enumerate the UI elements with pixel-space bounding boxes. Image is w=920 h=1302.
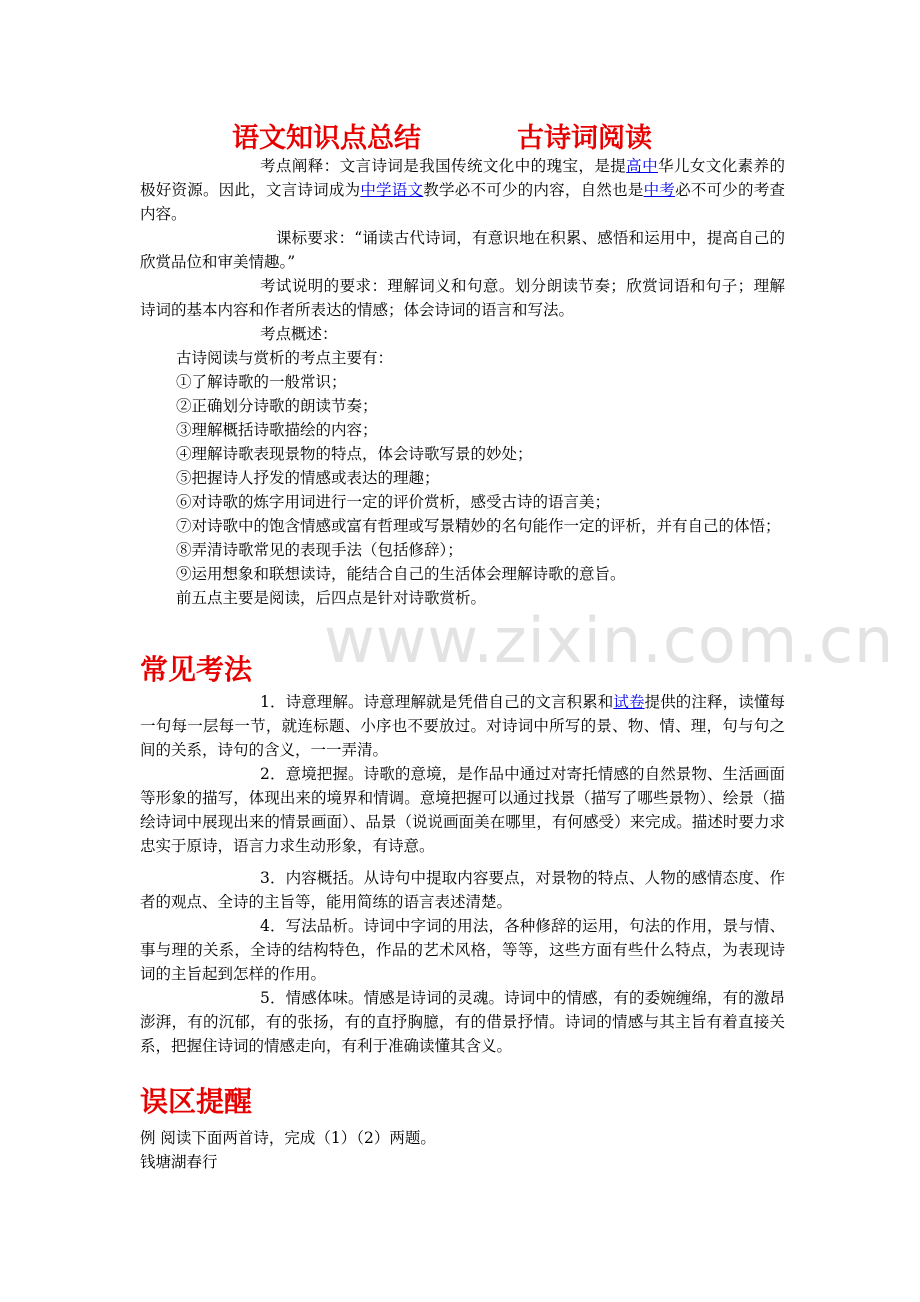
list-item: ⑦对诗歌中的饱含情感或富有哲理或写景精妙的名句能作一定的评析，并有自己的体悟； [176, 517, 781, 535]
method-paragraph-3: 3．内容概括。从诗句中提取内容要点，对景物的特点、人物的感情态度、作者的观点、全诗的主旨等，能用简练的语言表述清楚。 [140, 869, 785, 911]
watermark: www.zixin.com.cn [324, 604, 895, 677]
example-block [140, 1126, 785, 1174]
list-item: ⑧弄清诗歌常见的表现手法（包括修辞）； [176, 541, 463, 559]
method-paragraph-4: 4．写法品析。诗词中字词的用法，各种修辞的运用，句法的作用，景与情、事与理的关系，全诗的结构特色，作品的艺术风格，等等，这些方面有些什么特点，为表现诗词的主旨起到怎样的作用。 [140, 917, 785, 983]
list-item: ⑥对诗歌的炼字用词进行一定的评价赏析，感受古诗的语言美； [176, 493, 611, 511]
title-part-1: 语文知识点总结 [232, 123, 421, 154]
method-paragraph-2: 2．意境把握。诗歌的意境，是作品中通过对寄托情感的自然景物、生活画面等形象的描写，体现出来的境界和情调。意境把握可以通过找景（描写了哪些景物）、绘景（描绘诗词中展现出来的情景画面）、品景（说说画面美在哪里，有何感受）来完成。描述时要力求忠实于原诗，语言力求生动形象，有诗意。 [140, 765, 785, 855]
poem-title: 钱塘湖春行 [140, 1153, 218, 1171]
intro-block [140, 154, 785, 610]
example-instruction: 例 阅读下面两首诗，完成（1）（2）两题。 [140, 1129, 436, 1147]
method-paragraph-5: 5．情感体味。情感是诗词的灵魂。诗词中的情感，有的委婉缠绵，有的激昂澎湃，有的沉郁，有的张扬，有的直抒胸臆，有的借景抒情。诗词的情感与其主旨有着直接关系，把握住诗词的情感走向，有利于准确读懂其含义。 [140, 989, 785, 1055]
list-item: ③理解概括诗歌描绘的内容； [176, 421, 378, 439]
intro-summary: 前五点主要是阅读，后四点是针对诗歌赏析。 [176, 589, 487, 607]
methods-block [140, 690, 785, 1058]
link-gaozhong[interactable]: 高中 [626, 157, 659, 175]
intro-paragraph-exam-requirements: 考试说明的要求：理解词义和句意。划分朗读节奏；欣赏词语和句子；理解诗词的基本内容和作者所表达的情感；体会诗词的语言和写法。 [140, 277, 785, 319]
link-zhongkao[interactable]: 中考 [643, 181, 676, 199]
list-item: ②正确划分诗歌的朗读节奏； [176, 397, 378, 415]
method-paragraph-1: 1．诗意理解。诗意理解就是凭借自己的文言积累和试卷提供的注释，读懂每一句每一层每一节，就连标题、小序也不要放过。对诗词中所写的景、物、情、理，句与句之间的关系，诗句的含义，一一弄清。 [140, 693, 785, 759]
section-heading-common-methods: 常见考法 [140, 653, 253, 686]
list-item: ④理解诗歌表现景物的特点，体会诗歌写景的妙处； [176, 445, 533, 463]
section-heading-pitfalls: 误区提醒 [140, 1085, 253, 1118]
title-part-2: 古诗词阅读 [517, 123, 652, 154]
intro-paragraph-overview-label: 考点概述： [260, 325, 338, 343]
intro-paragraph-explanation: 考点阐释：文言诗词是我国传统文化中的瑰宝，是提高中华儿女文化素养的极好资源。因此，文言诗词成为中学语文教学必不可少的内容，自然也是中考必不可少的考查内容。 [140, 157, 785, 223]
link-zhongxue-yuwen[interactable]: 中学语文 [360, 181, 424, 199]
link-shijuan[interactable]: 试卷 [613, 693, 645, 711]
list-item: ①了解诗歌的一般常识； [176, 373, 347, 391]
intro-paragraph-points-lead: 古诗阅读与赏析的考点主要有： [176, 349, 394, 367]
list-item: ⑨运用想象和联想读诗，能结合自己的生活体会理解诗歌的意旨。 [176, 565, 626, 583]
list-item: ⑤把握诗人抒发的情感或表达的理趣； [176, 469, 440, 487]
page-title [232, 116, 792, 155]
intro-paragraph-curriculum: 课标要求：“诵读古代诗词，有意识地在积累、感悟和运用中，提高自己的欣赏品位和审美情趣。” [140, 229, 785, 271]
